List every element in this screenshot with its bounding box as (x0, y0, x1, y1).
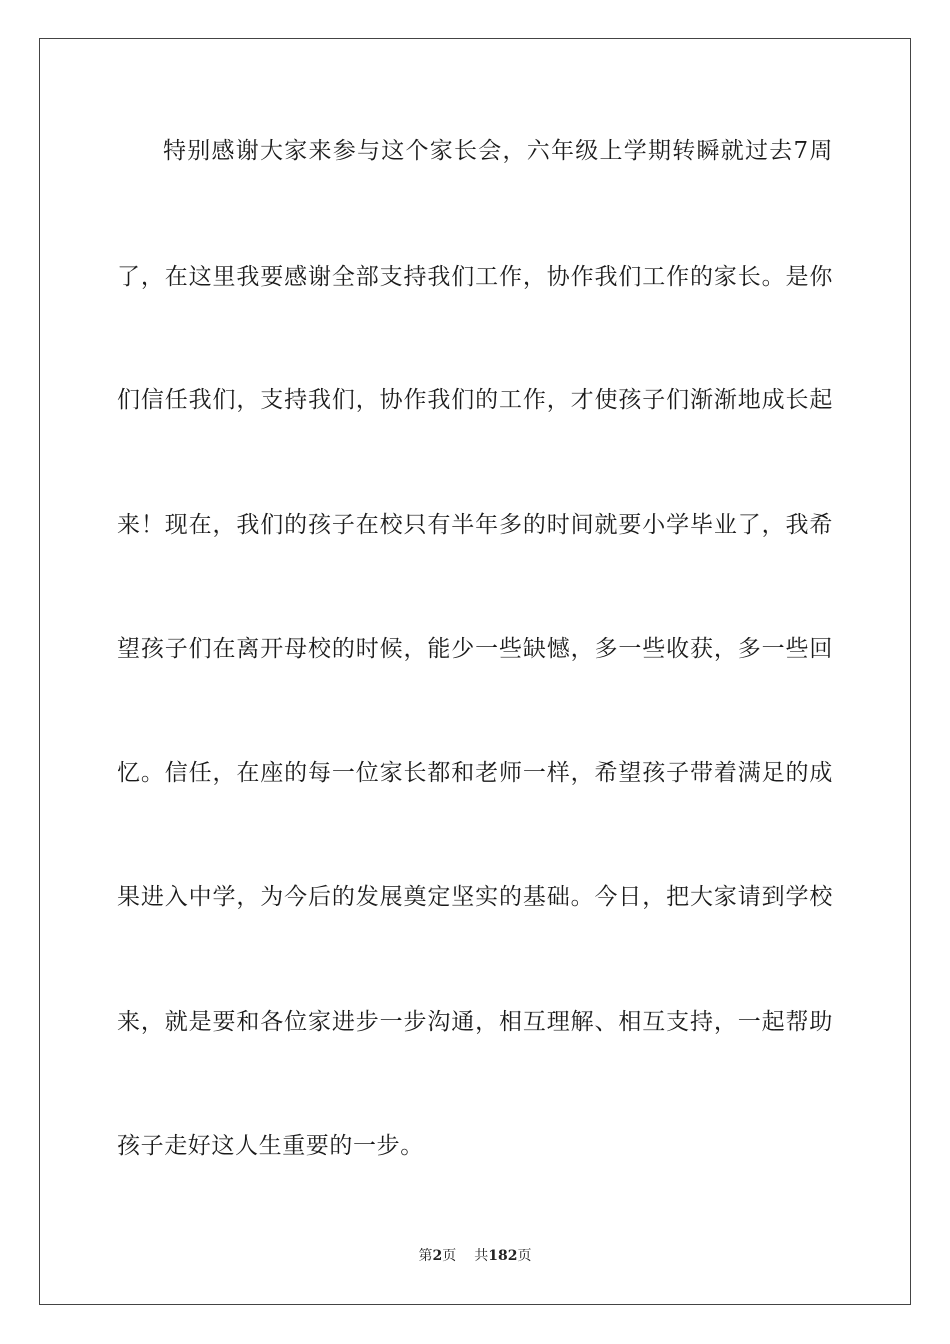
page-prefix: 第 (418, 1248, 433, 1264)
paragraph-line-8: 来，就是要和各位家进步一步沟通，相互理解、相互支持，一起帮助 (117, 1009, 833, 1035)
paragraph-line-6: 忆。信任，在座的每一位家长都和老师一样，希望孩子带着满足的成 (117, 760, 833, 786)
paragraph-line-2: 了，在这里我要感谢全部支持我们工作，协作我们工作的家长。是你 (117, 264, 833, 290)
page-number: 2 (432, 1248, 443, 1264)
page-suffix: 页 (442, 1248, 457, 1264)
paragraph-line-3: 们信任我们，支持我们，协作我们的工作，才使孩子们渐渐地成长起 (117, 387, 833, 413)
page-footer (0, 1246, 950, 1266)
total-prefix: 共 (474, 1248, 489, 1264)
paragraph-line-4: 来！现在，我们的孩子在校只有半年多的时间就要小学毕业了，我希 (117, 512, 833, 538)
total-suffix: 页 (517, 1248, 532, 1264)
paragraph-line-9: 孩子走好这人生重要的一步。 (117, 1133, 424, 1159)
paragraph-line-1: 特别感谢大家来参与这个家长会，六年级上学期转瞬就过去7周 (163, 138, 833, 164)
paragraph-line-5: 望孩子们在离开母校的时候，能少一些缺憾，多一些收获，多一些回 (117, 636, 833, 662)
total-pages: 182 (488, 1248, 518, 1264)
page-border (39, 38, 911, 1305)
paragraph-line-7: 果进入中学，为今后的发展奠定坚实的基础。今日，把大家请到学校 (117, 884, 833, 910)
